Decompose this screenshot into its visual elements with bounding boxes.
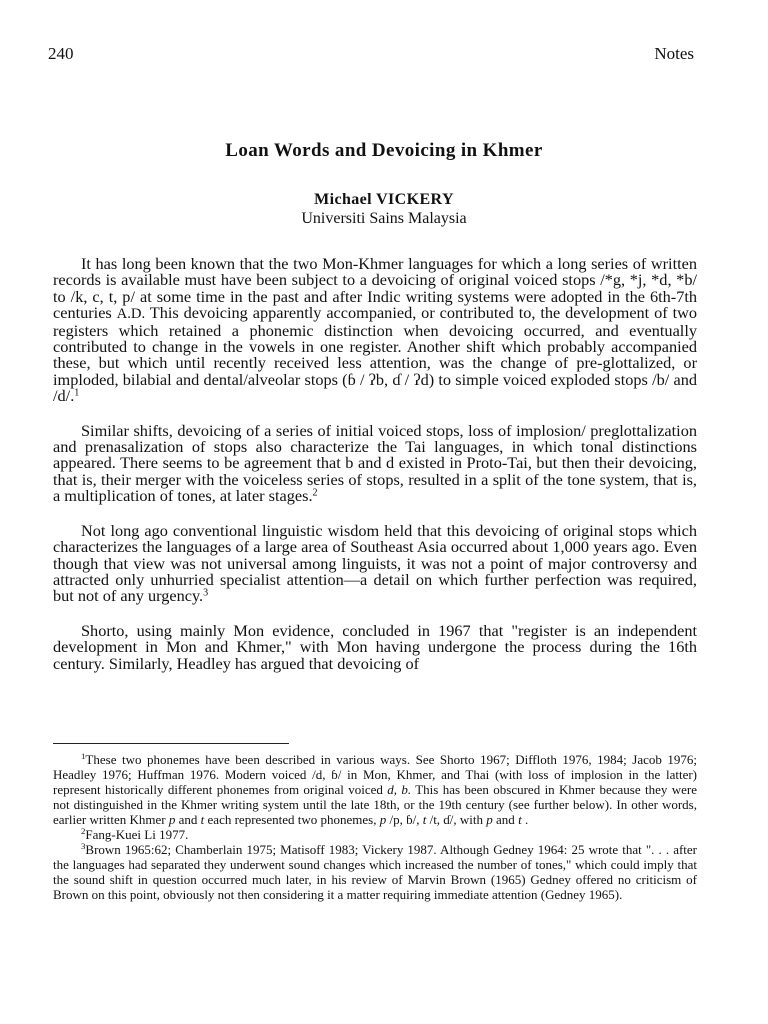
footnote-1-italic-db: d, b. xyxy=(387,782,412,797)
footnote-ref-3: 3 xyxy=(203,587,209,599)
footnote-ref-2: 2 xyxy=(312,487,318,499)
footnote-3 xyxy=(53,842,697,902)
article-title: Loan Words and Devoicing in Khmer xyxy=(225,140,543,161)
paragraph-1 xyxy=(53,256,697,405)
footnote-1-and-2: and xyxy=(496,812,515,827)
section-title: Notes xyxy=(654,44,694,63)
paragraph-4-text: Shorto, using mainly Mon evidence, concluded in 1967 that "register is an independent development in Mon and Khmer," with Mon having undergone the process during the 16th century. Similarly, Headley has argued that devoicing of xyxy=(53,620,697,673)
footnote-1-and-1: and xyxy=(178,812,198,827)
footnotes xyxy=(53,752,697,902)
footnote-1-italic-p3: p xyxy=(486,812,493,827)
footnote-1-italic-t: t xyxy=(200,812,205,827)
footnote-divider xyxy=(53,743,289,744)
page-number: 240 xyxy=(48,44,74,63)
footnote-1-text-e: /t, ɗ/, with xyxy=(429,812,484,827)
footnote-3-text: Brown 1965:62; Chamberlain 1975; Matisoff 1983; Vickery 1987. Although Gedney 1964: 25 wrote that ". . . after the languages had separated they underwent sound changes which increased the number of tones," which could imply that the sound shift in question occurred much later, in his review of Marvin Brown (1965) Gedney offered no criticism of Brown on this point, obviously not then considering it a matter requiring immediate attention (Gedney 1965). xyxy=(53,842,697,902)
footnote-1 xyxy=(53,752,697,827)
paragraph-3-text: Not long ago conventional linguistic wisdom held that this devoicing of original stops which characterizes the languages of a large area of Southeast Asia occurred about 1,000 years ago. Even though that view was not universal among linguists, it was not a point of major controversy and attracted only unhurried specialist attention—a detail on which further perfection was required, but not of any urgency. xyxy=(53,520,697,606)
running-head xyxy=(48,44,694,64)
paragraph-2-text: Similar shifts, devoicing of a series of initial voiced stops, loss of implosion/ preglottalization and prenasalization of stops also characterize the Tai languages, in which tonal distinctions appeared. There seems to be agreement that b and d existed in Proto-Tai, but then their devoicing, that is, their merger with the voiceless series of stops, resulted in a split of the tone system, that is, a multiplication of tones, at later stages. xyxy=(53,420,697,506)
footnote-1-italic-p2: p xyxy=(379,812,387,827)
paragraph-1-text-a: It has long been known that the two Mon-Khmer languages for which a long series of written records is available must have been subject to a devoicing of original voiced stops /*g, *j, *d, *b/ to /k, c, t, p/ at some time in the past and after Indic writing systems were adopted in the 6th-7th centuries xyxy=(53,254,697,323)
author-name: Michael VICKERY xyxy=(314,191,454,208)
footnote-1-italic-t2: t xyxy=(422,812,427,827)
paragraph-4 xyxy=(53,620,697,673)
footnote-1-italic-p: p xyxy=(168,812,176,827)
footnote-1-text-c: each represented two phonemes, xyxy=(207,812,377,827)
footnote-1-text-a: These two phonemes have been described in various ways. See Shorto 1967; Diffloth 1976, 1984; Jacob 1976; Headley 1976; Huffman 1976. Modern voiced /d, ɓ/ in Mon, Khmer, and Thai (with loss of implosion in the latter) represent historically different phonemes from original voiced xyxy=(53,752,697,797)
footnote-2-number: 2 xyxy=(81,826,86,837)
author-affiliation: Universiti Sains Malaysia xyxy=(301,210,467,227)
era-abbreviation: A.D. xyxy=(116,306,146,323)
footnote-1-text-d: /p, ɓ/, xyxy=(389,812,420,827)
footnote-1-text-b: This has been obscured in Khmer because they were not distinguished in the Khmer writing system until the late 18th, or the 19th century (see further below). In other words, earlier written Khmer xyxy=(53,782,697,827)
paragraph-3 xyxy=(53,520,697,606)
paragraph-1-text-b: This devoicing apparently accompanied, or contributed to, the development of two registers which retained a phonemic distinction when devoicing occurred, and eventually contributed to change in the vowels in one register. Another shift which probably accompanied these, but which until recently received less attention, was the change of pre-glottalized, or imploded, bilabial and dental/alveolar stops (ɓ / ʔb, ɗ / ʔd) to simple voiced exploded stops /b/ and /d/. xyxy=(53,303,697,406)
footnote-ref-1: 1 xyxy=(74,387,80,399)
footnote-3-number: 3 xyxy=(81,841,86,852)
paragraph-2 xyxy=(53,420,697,506)
footnote-1-number: 1 xyxy=(81,751,86,762)
author-block xyxy=(0,190,768,228)
footnote-2-text: Fang-Kuei Li 1977. xyxy=(85,827,189,842)
footnote-1-italic-t3: t xyxy=(518,812,522,827)
article-body xyxy=(53,256,697,690)
footnote-2 xyxy=(53,827,697,842)
footnote-1-end: . xyxy=(524,812,529,827)
